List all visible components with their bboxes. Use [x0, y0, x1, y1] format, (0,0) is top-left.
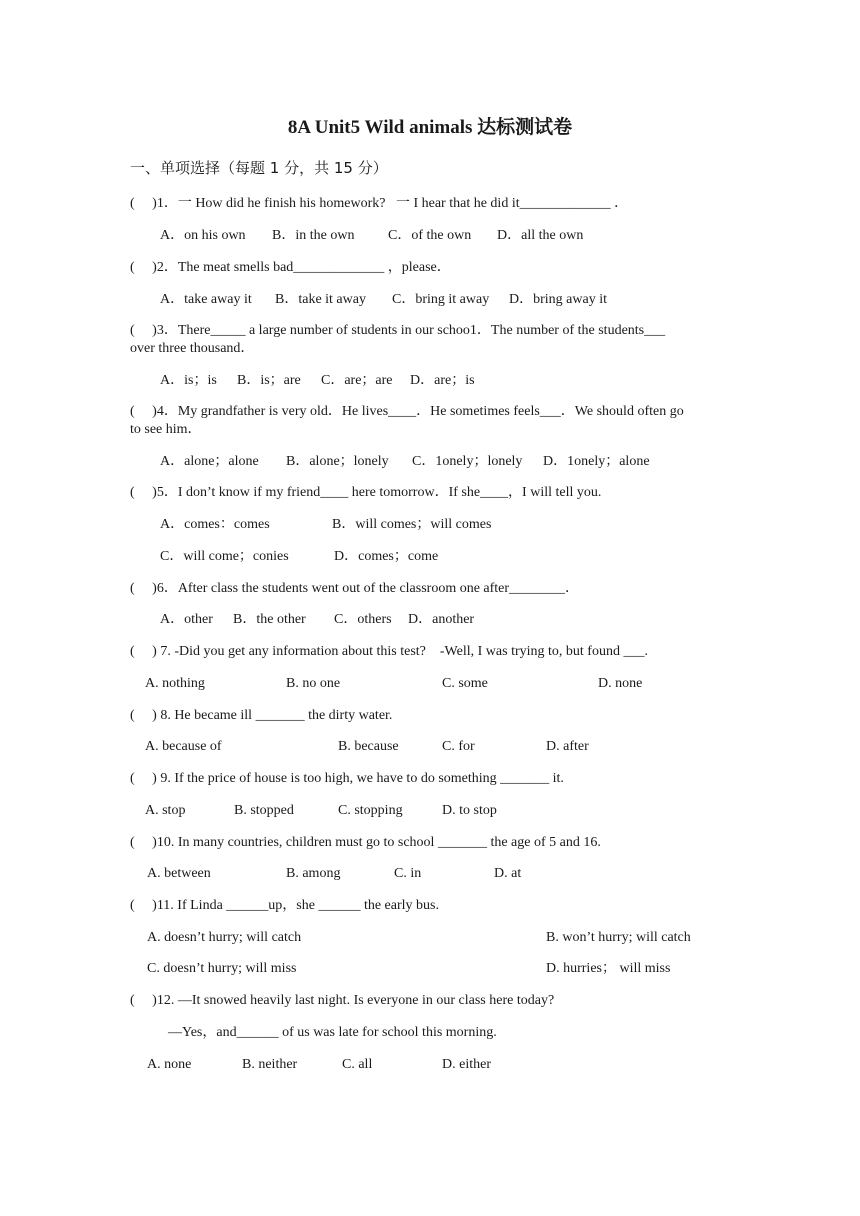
q2-option-d: D．bring away it	[509, 292, 607, 307]
q9-option-b: B. stopped	[234, 803, 294, 818]
q12-option-d: D. either	[442, 1057, 491, 1072]
question-8: ( ) 8. He became ill _______ the dirty water.	[130, 708, 393, 723]
q4-option-c: C．1onely；lonely	[412, 454, 523, 469]
question-3: ( )3．There_____ a large number of students in our schoo1．The number of the students___	[130, 323, 666, 338]
q9-option-d: D. to stop	[442, 803, 497, 818]
q7-option-d: D. none	[598, 676, 643, 691]
q9-option-a: A. stop	[145, 803, 186, 818]
q10-option-d: D. at	[494, 866, 522, 881]
q6-option-b: B．the other	[233, 612, 306, 627]
q3-option-b: B．is；are	[237, 373, 301, 388]
question-11: ( )11. If Linda ______up，she ______ the early bus.	[130, 898, 439, 913]
q3-option-d: D．are；is	[410, 373, 475, 388]
q5-option-a: A．comes：comes	[160, 517, 270, 532]
q1-option-d: D．all the own	[497, 228, 584, 243]
question-6: ( )6．After class the students went out of the classroom one after________．	[130, 581, 580, 596]
q6-option-c: C．others	[334, 612, 392, 627]
question-4: ( )4．My grandfather is very old．He lives____．He sometimes feels___．We should often go	[130, 404, 684, 419]
q2-option-a: A．take away it	[160, 292, 252, 307]
question-10: ( )10. In many countries, children must go to school _______ the age of 5 and 16.	[130, 835, 601, 850]
document-title: 8A Unit5 Wild animals 达标测试卷	[287, 117, 573, 138]
q1-option-c: C．of the own	[388, 228, 472, 243]
question-4-continued: to see him．	[130, 422, 202, 437]
q7-option-c: C. some	[442, 676, 488, 691]
question-1: ( )1．一 How did he finish his homework? 一 I hear that he did it_____________ ．	[130, 196, 629, 211]
question-7: ( ) 7. -Did you get any information about this test? -Well, I was trying to, but found ___.	[130, 644, 648, 659]
question-3-continued: over three thousand．	[130, 341, 255, 356]
q9-option-c: C. stopping	[338, 803, 403, 818]
q10-option-c: C. in	[394, 866, 422, 881]
q6-option-a: A．other	[160, 612, 213, 627]
q8-option-c: C. for	[442, 739, 475, 754]
q10-option-b: B. among	[286, 866, 341, 881]
q12-option-a: A. none	[147, 1057, 192, 1072]
q12-option-c: C. all	[342, 1057, 373, 1072]
q8-option-b: B. because	[338, 739, 399, 754]
question-9: ( ) 9. If the price of house is too high, we have to do something _______ it.	[130, 771, 564, 786]
q2-option-b: B．take it away	[275, 292, 366, 307]
q3-option-a: A．is；is	[160, 373, 217, 388]
q4-option-d: D．1onely；alone	[543, 454, 650, 469]
q3-option-c: C．are；are	[321, 373, 393, 388]
q1-option-b: B．in the own	[272, 228, 355, 243]
q7-option-a: A. nothing	[145, 676, 205, 691]
question-5: ( )5．I don’t know if my friend____ here tomorrow．If she____，I will tell you.	[130, 485, 602, 500]
q4-option-a: A．alone；alone	[160, 454, 259, 469]
q12-option-b: B. neither	[242, 1057, 298, 1072]
q7-option-b: B. no one	[286, 676, 341, 691]
q11-option-d: D. hurries； will miss	[546, 961, 671, 976]
q2-option-c: C．bring it away	[392, 292, 490, 307]
q10-option-a: A. between	[147, 866, 211, 881]
q11-option-a: A. doesn’t hurry; will catch	[147, 930, 302, 945]
q11-option-c: C. doesn’t hurry; will miss	[147, 961, 297, 976]
q11-option-b: B. won’t hurry; will catch	[546, 930, 691, 945]
q5-option-c: C．will come；conies	[160, 549, 289, 564]
q8-option-a: A. because of	[145, 739, 222, 754]
q5-option-d: D．comes；come	[334, 549, 439, 564]
question-2: ( )2．The meat smells bad_____________ ，please．	[130, 260, 451, 275]
q5-option-b: B．will comes；will comes	[332, 517, 492, 532]
q1-option-a: A．on his own	[160, 228, 246, 243]
q8-option-d: D. after	[546, 739, 589, 754]
q6-option-d: D．another	[408, 612, 475, 627]
section-heading: 一、单项选择（每题 1 分，共 15 分）	[130, 159, 388, 177]
question-12: ( )12. —It snowed heavily last night. Is everyone in our class here today?	[130, 993, 555, 1008]
q4-option-b: B．alone；lonely	[286, 454, 389, 469]
question-12-continued: —Yes，and______ of us was late for school this morning.	[168, 1025, 497, 1040]
